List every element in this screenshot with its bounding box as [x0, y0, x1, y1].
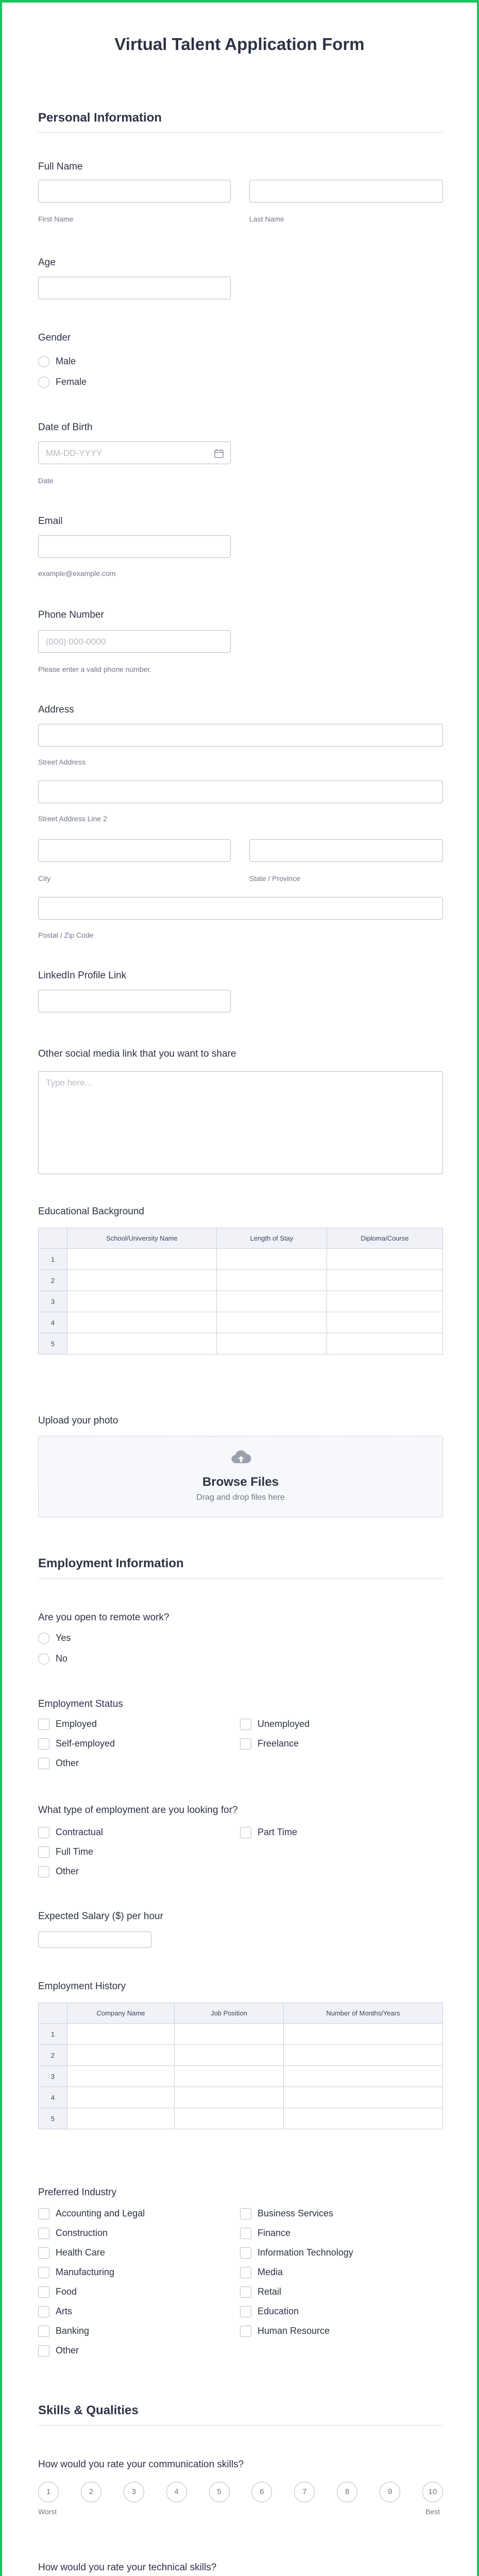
checkbox-icon[interactable] [38, 2208, 49, 2219]
status-option-self-employed[interactable]: Self-employed [38, 1738, 115, 1750]
checkbox-icon[interactable] [240, 1738, 251, 1750]
checkbox-icon[interactable] [240, 2247, 251, 2259]
type-option-contractual[interactable]: Contractual [38, 1826, 103, 1838]
checkbox-icon[interactable] [38, 1827, 49, 1838]
radio-icon[interactable] [38, 377, 49, 388]
table-corner [39, 1228, 67, 1249]
salary-input[interactable] [38, 1931, 151, 1948]
table-header: Job Position [175, 2003, 284, 2024]
rating-option[interactable]: 10 [422, 2482, 443, 2502]
table-row: 3 [39, 2066, 443, 2087]
table-row: 4 [39, 1312, 443, 1333]
dob-sublabel: Date [38, 477, 54, 485]
industry-option-0[interactable]: Accounting and Legal [38, 2208, 145, 2219]
technical-label: How would you rate your technical skills? [38, 2562, 217, 2573]
table-row: 3 [39, 1291, 443, 1312]
rating-best-label: Best [425, 2507, 440, 2516]
checkbox-icon[interactable] [38, 1866, 49, 1877]
salary-label: Expected Salary ($) per hour [38, 1911, 163, 1922]
industry-option-6[interactable]: Banking [38, 2325, 89, 2337]
industry-option-7[interactable]: Other [38, 2345, 79, 2357]
type-option-part-time[interactable]: Part Time [240, 1826, 297, 1838]
industry-option-4[interactable]: Food [38, 2286, 77, 2298]
checkbox-icon[interactable] [38, 2326, 49, 2337]
checkbox-icon[interactable] [240, 2306, 251, 2317]
table-header: Diploma/Course [327, 1228, 443, 1249]
industry-option-5[interactable]: Education [240, 2306, 299, 2317]
rating-option[interactable]: 3 [124, 2482, 144, 2502]
remote-option-no[interactable]: No [38, 1653, 67, 1665]
remote-label: Are you open to remote work? [38, 1612, 169, 1623]
email-sublabel: example@example.com [38, 569, 116, 578]
table-corner [39, 2003, 67, 2024]
linkedin-label: LinkedIn Profile Link [38, 970, 127, 981]
phone-input[interactable]: (000) 000-0000 [38, 630, 231, 653]
checkbox-icon[interactable] [240, 2267, 251, 2278]
rating-option[interactable]: 1 [38, 2482, 59, 2502]
section-skills-heading: Skills & Qualities [38, 2403, 139, 2417]
radio-icon[interactable] [38, 1653, 49, 1665]
checkbox-icon[interactable] [240, 2208, 251, 2219]
industry-option-1[interactable]: Finance [240, 2227, 290, 2239]
drag-drop-text: Drag and drop files here [196, 1493, 285, 1502]
rating-option[interactable]: 6 [251, 2482, 272, 2502]
checkbox-icon[interactable] [240, 2286, 251, 2298]
industry-option-6[interactable]: Human Resource [240, 2325, 330, 2337]
divider [38, 1578, 443, 1579]
street2-sublabel: Street Address Line 2 [38, 815, 107, 823]
photo-upload-area[interactable] [38, 1436, 443, 1517]
checkbox-icon[interactable] [38, 1758, 49, 1769]
section-employment-heading: Employment Information [38, 1556, 184, 1570]
email-label: Email [38, 516, 63, 527]
gender-option-male[interactable]: Male [38, 355, 76, 367]
industry-option-1[interactable]: Construction [38, 2227, 108, 2239]
checkbox-icon[interactable] [38, 2267, 49, 2278]
calendar-icon[interactable] [214, 448, 224, 459]
table-row: 2 [39, 1270, 443, 1291]
status-option-other[interactable]: Other [38, 1757, 79, 1769]
section-personal-heading: Personal Information [38, 111, 162, 125]
checkbox-icon[interactable] [38, 2247, 49, 2259]
table-row: 4 [39, 2087, 443, 2108]
checkbox-icon[interactable] [38, 2345, 49, 2357]
checkbox-icon[interactable] [38, 1738, 49, 1750]
remote-option-yes[interactable]: Yes [38, 1632, 71, 1644]
industry-option-3[interactable]: Manufacturing [38, 2266, 114, 2278]
age-label: Age [38, 257, 56, 268]
rating-worst-label: Worst [38, 2507, 57, 2516]
employment-history-table [38, 2003, 443, 2129]
city-sublabel: City [38, 874, 51, 883]
industry-label: Preferred Industry [38, 2187, 117, 2198]
street-input[interactable] [38, 724, 443, 747]
type-label: What type of employment are you looking for? [38, 1805, 238, 1816]
street2-input[interactable] [38, 781, 443, 803]
social-textarea[interactable]: Type here... [38, 1071, 443, 1174]
table-header: Number of Months/Years [284, 2003, 443, 2024]
phone-label: Phone Number [38, 609, 104, 620]
rating-option[interactable]: 7 [294, 2482, 315, 2502]
checkbox-icon[interactable] [240, 1719, 251, 1730]
age-input[interactable] [38, 277, 231, 299]
dob-label: Date of Birth [38, 422, 93, 433]
page-title: Virtual Talent Application Form [114, 35, 365, 54]
first-name-input[interactable] [38, 180, 231, 202]
email-input[interactable] [38, 535, 231, 558]
education-label: Educational Background [38, 1206, 144, 1217]
phone-sublabel: Please enter a valid phone number. [38, 665, 152, 673]
table-row: 1 [39, 2024, 443, 2045]
dob-input[interactable]: MM-DD-YYYY [38, 442, 231, 464]
checkbox-icon[interactable] [240, 1827, 251, 1838]
last-name-sublabel: Last Name [249, 215, 284, 223]
checkbox-icon[interactable] [38, 1846, 49, 1858]
industry-option-2[interactable]: Information Technology [240, 2247, 353, 2259]
gender-option-female[interactable]: Female [38, 376, 87, 388]
industry-option-0[interactable]: Business Services [240, 2208, 333, 2219]
industry-option-5[interactable]: Arts [38, 2306, 72, 2317]
state-input[interactable] [249, 839, 443, 862]
rating-option[interactable]: 4 [166, 2482, 187, 2502]
status-option-freelance[interactable]: Freelance [240, 1738, 299, 1750]
table-header: Company Name [67, 2003, 175, 2024]
last-name-input[interactable] [249, 180, 443, 202]
photo-label: Upload your photo [38, 1415, 118, 1426]
cloud-upload-icon [231, 1449, 251, 1465]
rating-option[interactable]: 8 [337, 2482, 357, 2502]
street-sublabel: Street Address [38, 758, 85, 766]
industry-option-4[interactable]: Retail [240, 2286, 281, 2298]
table-row: 1 [39, 1249, 443, 1270]
status-option-unemployed[interactable]: Unemployed [240, 1718, 310, 1730]
communication-label: How would you rate your communication skills? [38, 2459, 244, 2470]
postal-sublabel: Postal / Zip Code [38, 931, 94, 939]
status-option-employed[interactable]: Employed [38, 1718, 97, 1730]
radio-icon[interactable] [38, 1633, 49, 1644]
address-label: Address [38, 704, 74, 715]
checkbox-icon[interactable] [38, 1719, 49, 1730]
table-row: 5 [39, 1333, 443, 1354]
browse-files-text[interactable]: Browse Files [202, 1475, 279, 1489]
education-table [38, 1228, 443, 1354]
table-row: 5 [39, 2108, 443, 2129]
state-sublabel: State / Province [249, 874, 300, 883]
table-header: Length of Stay [217, 1228, 327, 1249]
industry-option-3[interactable]: Media [240, 2266, 283, 2278]
rating-option[interactable]: 2 [81, 2482, 101, 2502]
divider [38, 132, 443, 133]
rating-option[interactable]: 5 [209, 2482, 230, 2502]
city-input[interactable] [38, 839, 231, 862]
status-label: Employment Status [38, 1699, 123, 1709]
checkbox-icon[interactable] [38, 2228, 49, 2239]
radio-icon[interactable] [38, 356, 49, 367]
table-header: School/University Name [67, 1228, 217, 1249]
linkedin-input[interactable] [38, 990, 231, 1012]
industry-option-2[interactable]: Health Care [38, 2247, 105, 2259]
first-name-sublabel: First Name [38, 215, 74, 223]
divider [38, 2425, 443, 2426]
checkbox-icon[interactable] [240, 2326, 251, 2337]
type-option-other[interactable]: Other [38, 1866, 79, 1877]
type-option-full-time[interactable]: Full Time [38, 1846, 93, 1858]
checkbox-icon[interactable] [240, 2228, 251, 2239]
checkbox-icon[interactable] [38, 2306, 49, 2317]
social-label: Other social media link that you want to share [38, 1048, 236, 1059]
rating-option[interactable]: 9 [380, 2482, 400, 2502]
table-row: 2 [39, 2045, 443, 2066]
postal-input[interactable] [38, 897, 443, 920]
gender-label: Gender [38, 332, 71, 343]
checkbox-icon[interactable] [38, 2286, 49, 2298]
full-name-label: Full Name [38, 161, 83, 172]
history-label: Employment History [38, 1981, 126, 1992]
